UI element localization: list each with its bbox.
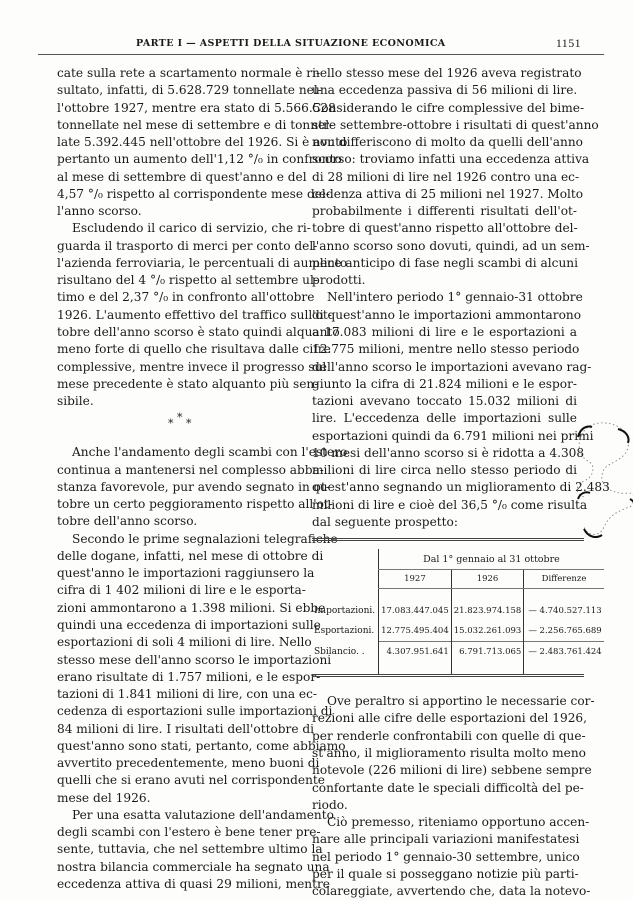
text-line: tazioni di 1.841 milioni di lire, con una ec- xyxy=(57,687,318,702)
prospetto-table-frame xyxy=(312,538,602,677)
text-line: Ciò premesso, riteniamo opportuno accen- xyxy=(327,815,590,830)
text-line: continua a mantenersi nel complesso abba- xyxy=(57,462,324,477)
text-line: di 28 milioni di lire nel 1926 contro una ec- xyxy=(312,169,580,184)
text-line: tazioni avevano toccato 15.032 milioni di xyxy=(312,394,577,409)
section-break-asterism xyxy=(57,410,302,444)
svg-text:*: * xyxy=(185,417,191,431)
text-line: delle dogane, infatti, nel mese di ottobre di xyxy=(57,548,324,563)
text-line: dell'anno scorso le importazioni avevano rag- xyxy=(312,359,592,374)
text-line: per renderle confrontabili con quelle di que- xyxy=(312,728,586,743)
cell-differenze: — 2.256.765.689 xyxy=(524,621,604,642)
text-line: scorso: troviamo infatti una eccedenza attiva xyxy=(312,152,590,167)
text-line: nostra bilancia commerciale ha segnato una xyxy=(57,859,330,874)
running-title: PARTE I — ASPETTI DELLA SITUAZIONE ECONOMICA xyxy=(136,38,446,49)
paragraph xyxy=(57,807,334,893)
text-line: nello stesso mese del 1926 aveva registrato xyxy=(312,66,582,80)
text-line: meno forte di quello che risultava dalle cifre xyxy=(57,342,331,357)
text-line: milioni di lire circa nello stesso periodo di xyxy=(312,463,577,478)
text-line: nare alle principali variazioni manifestatesi xyxy=(312,832,580,847)
row-label: Sbilancio. . xyxy=(314,646,365,657)
text-line: quest'anno le importazioni raggiunsero la xyxy=(57,566,315,581)
text-line: una eccedenza passiva di 56 milioni di lire. xyxy=(312,83,578,98)
cell-1926: 6.791.713.065 xyxy=(451,642,524,662)
column-header-differenze: Differenze xyxy=(524,570,604,589)
text-line: degli scambi con l'estero è bene tener pre- xyxy=(57,825,321,840)
cell-1926: 15.032.261.093 xyxy=(451,621,524,642)
text-line: sente, tuttavia, che nel settembre ultimo la xyxy=(57,842,323,857)
text-line: complessive, mentre invece il progresso sul xyxy=(57,359,327,374)
text-line: l'anno scorso sono dovuti, quindi, ad un sem- xyxy=(312,238,590,253)
text-line: nel periodo 1° gennaio-30 settembre, unico xyxy=(312,849,580,864)
text-line: cedenza di esportazioni sulle importazioni di xyxy=(57,704,333,719)
text-line: cifra di 1 402 milioni di lire e le esporta- xyxy=(57,583,306,598)
text-line: stre settembre-ottobre i risultati di quest'anno xyxy=(312,117,599,132)
text-line: quindi una eccedenza di importazioni sulle xyxy=(57,617,321,632)
text-line: Anche l'andamento degli scambi con l'estero xyxy=(72,445,348,460)
column-header-1927: 1927 xyxy=(379,570,452,589)
text-line: erano risultate di 1.757 milioni, e le espor- xyxy=(57,669,321,684)
text-line: late 5.392.445 nell'ottobre del 1926. Si è avuto xyxy=(57,135,348,150)
row-label: Esportazioni. xyxy=(314,625,375,636)
text-line: probabilmente i differenti risultati dell'ot- xyxy=(312,204,577,219)
text-line: Secondo le prime segnalazioni telegrafiche xyxy=(72,531,338,546)
text-line: tobre di quest'anno rispetto all'ottobre del- xyxy=(312,221,578,236)
text-line: risultano del 4 °/₀ rispetto al settembre ul- xyxy=(57,273,318,288)
text-line: pertanto un aumento dell'1,12 °/₀ in confronto xyxy=(57,152,342,167)
text-line: cate sulla rete a scartamento normale è ri- xyxy=(57,66,321,80)
cell-differenze: — 2.483.761.424 xyxy=(524,642,604,662)
table-span-header: Dal 1° gennaio al 31 ottobre xyxy=(379,549,604,570)
page-number: 1151 xyxy=(555,36,581,50)
prospetto-table xyxy=(312,549,604,674)
text-line: stanza favorevole, pur avendo segnato in ot- xyxy=(57,479,330,494)
text-line: Per una esatta valutazione dell'andamento xyxy=(72,807,334,822)
text-line: tonnellate nel mese di settembre e di tonnel- xyxy=(57,117,334,132)
column-header-1926: 1926 xyxy=(451,570,524,589)
text-line: quelli che si erano avuti nel corrispondente xyxy=(57,773,325,788)
text-line: cedenza attiva di 25 milioni nel 1927. Molto xyxy=(312,186,584,201)
text-line: guarda il trasporto di merci per conto del- xyxy=(57,238,318,253)
library-stamp-icon xyxy=(574,415,633,545)
text-line: l'anno scorso. xyxy=(57,204,142,219)
text-line: 10 mesi dell'anno scorso si è ridotta a 4.308 xyxy=(312,445,585,460)
text-line: 12.775 milioni, mentre nello stesso periodo xyxy=(312,342,580,357)
text-line: lire. L'eccedenza delle importazioni sulle xyxy=(312,411,577,426)
text-line: quest'anno segnando un miglioramento di 2.483 xyxy=(312,480,610,495)
text-line: st'anno, il miglioramento risulta molto meno xyxy=(312,745,586,760)
text-line: al mese di settembre di quest'anno e del xyxy=(57,169,307,184)
text-line: prodotti. xyxy=(312,273,366,288)
text-line: l'ottobre 1927, mentre era stato di 5.566.528 xyxy=(57,100,336,115)
text-line: a 17.083 milioni di lire e le esportazioni a xyxy=(312,324,577,339)
cell-1927: 17.083.447.045 xyxy=(379,601,452,621)
text-line: confortante date le speciali difficoltà del pe- xyxy=(312,780,584,795)
text-line: giunto la cifra di 21.824 milioni e le espor- xyxy=(312,376,577,391)
svg-text:*: * xyxy=(176,411,182,425)
text-line: 1926. L'aumento effettivo del traffico sull'ot- xyxy=(57,307,332,322)
right-column xyxy=(312,65,610,900)
text-line: Ove peraltro si apportino le necessarie cor- xyxy=(327,694,595,709)
paragraph xyxy=(312,814,591,900)
table-row xyxy=(312,601,604,621)
text-line: tobre dell'anno scorso. xyxy=(57,514,198,529)
text-line: l'azienda ferroviaria, le percentuali di aumento xyxy=(57,255,348,270)
running-header xyxy=(40,36,603,52)
paragraph xyxy=(312,693,595,814)
cell-1926: 21.823.974.158 xyxy=(451,601,524,621)
text-line: di quest'anno le importazioni ammontarono xyxy=(312,307,582,322)
text-line: notevole (226 milioni di lire) sebbene sempre xyxy=(312,763,592,778)
paragraph xyxy=(57,444,348,530)
paragraph xyxy=(312,65,599,289)
row-label: Importazioni. xyxy=(314,605,376,616)
text-line: timo e del 2,37 °/₀ in confronto all'ottobre xyxy=(57,290,315,305)
text-line: sultato, infatti, di 5.628.729 tonnellate nel- xyxy=(57,83,322,98)
text-line: quest'anno sono stati, pertanto, come abbiamo xyxy=(57,738,346,753)
paragraph xyxy=(57,65,348,220)
text-line: mese precedente è stato alquanto più sen- xyxy=(57,376,319,391)
text-line: zioni ammontarono a 1.398 milioni. Si ebbe xyxy=(57,600,326,615)
text-line: tobre dell'anno scorso è stato quindi alquanto xyxy=(57,324,340,339)
text-line: 4,57 °/₀ rispetto al corrispondente mese del- xyxy=(57,186,330,201)
text-line: colareggiate, avvertendo che, data la notevo- xyxy=(312,884,591,899)
text-line: milioni di lire e cioè del 36,5 °/₀ come risulta xyxy=(312,497,588,512)
cell-1927: 4.307.951.641 xyxy=(379,642,452,662)
text-line: tobre un certo peggioramento rispetto all'ot- xyxy=(57,497,333,512)
text-line: dal seguente prospetto: xyxy=(312,514,458,529)
text-line: Nell'intero periodo 1° gennaio-31 ottobre xyxy=(327,290,583,305)
text-line: plice anticipo di fase negli scambi di alcuni xyxy=(312,255,578,270)
text-line: 84 milioni di lire. I risultati dell'ottobre di xyxy=(57,721,315,736)
cell-differenze: — 4.740.527.113 xyxy=(524,601,604,621)
table-row xyxy=(312,621,604,642)
asterism-icon xyxy=(160,411,200,431)
text-line: mese del 1926. xyxy=(57,790,151,805)
text-line: rezioni alle cifre delle esportazioni del 1926, xyxy=(312,711,587,726)
text-line: riodo. xyxy=(312,797,348,812)
text-line: Escludendo il carico di servizio, che ri- xyxy=(72,221,311,236)
text-line: sibile. xyxy=(57,394,94,409)
text-line: eccedenza attiva di quasi 29 milioni, mentre xyxy=(57,876,330,891)
text-line: Considerando le cifre complessive del bime- xyxy=(312,100,585,115)
text-line: stesso mese dell'anno scorso le importazioni xyxy=(57,652,332,667)
svg-text:*: * xyxy=(167,417,173,431)
text-line: esportazioni quindi da 6.791 milioni nei primi xyxy=(312,428,594,443)
table-total-row xyxy=(312,642,604,662)
text-line: esportazioni di soli 4 milioni di lire. Nello xyxy=(57,635,312,650)
header-rule xyxy=(38,54,604,55)
text-line: non differiscono di molto da quelli dell'anno xyxy=(312,135,583,150)
paragraph xyxy=(312,289,610,531)
text-line: per il quale si posseggano notizie più parti- xyxy=(312,866,579,881)
cell-1927: 12.775.495.404 xyxy=(379,621,452,642)
text-line: avvertito precedentemente, meno buoni di xyxy=(57,756,320,771)
